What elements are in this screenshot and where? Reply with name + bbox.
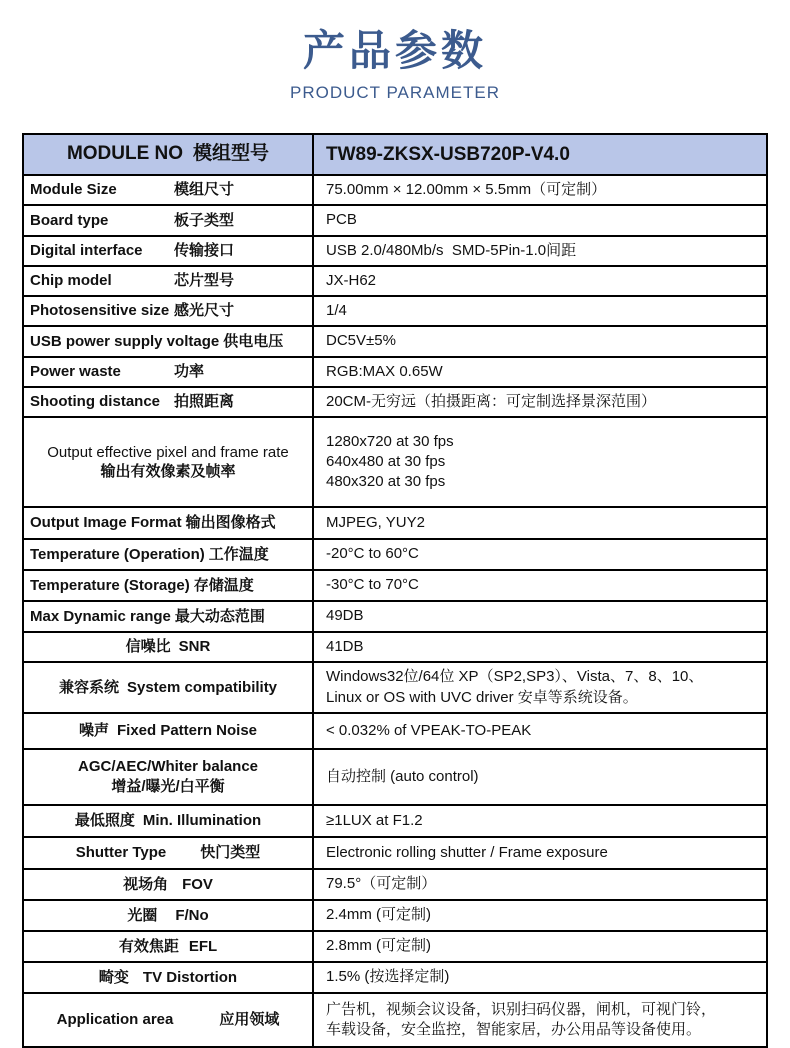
spec-label-text: 模组尺寸 bbox=[174, 181, 235, 199]
spec-label-text: 工作温度 bbox=[208, 545, 269, 563]
table-row bbox=[24, 631, 766, 661]
spec-label-text: AGC/AEC/Whiter balance bbox=[77, 758, 259, 776]
spec-value-text: 1/4 bbox=[326, 302, 347, 319]
spec-value-text: 1.5% (按选择定制) bbox=[326, 968, 450, 986]
spec-value-cell bbox=[314, 267, 766, 295]
spec-label-text: 最大动态范围 bbox=[174, 607, 265, 625]
table-row bbox=[24, 538, 766, 569]
spec-label-text: 信噪比 bbox=[125, 638, 171, 656]
spec-label-cell bbox=[24, 602, 314, 631]
spec-value-cell bbox=[314, 633, 766, 661]
spec-value-text: 41DB bbox=[326, 638, 364, 655]
table-row bbox=[24, 836, 766, 868]
spec-label-cell bbox=[24, 540, 314, 569]
spec-label-text: 存储温度 bbox=[193, 576, 254, 594]
spec-value-cell bbox=[314, 358, 766, 386]
spec-label-text: USB power supply voltage bbox=[30, 332, 220, 350]
spec-label-text: 芯片型号 bbox=[174, 272, 235, 290]
spec-value-cell bbox=[314, 750, 766, 804]
spec-value-text: 49DB bbox=[326, 607, 364, 625]
spec-label-cell bbox=[24, 806, 314, 836]
module-no-label-en: MODULE NO bbox=[66, 143, 184, 165]
spec-value-text: ≥1LUX at F1.2 bbox=[326, 811, 423, 829]
table-row bbox=[24, 930, 766, 961]
spec-value-text: -20°C to 60°C bbox=[326, 545, 419, 563]
spec-label-cell bbox=[24, 663, 314, 712]
spec-value-cell bbox=[314, 540, 766, 569]
spec-value-cell bbox=[314, 418, 766, 506]
spec-value-text: 2.4mm (可定制) bbox=[326, 906, 432, 924]
spec-label-text: 输出图像格式 bbox=[185, 514, 276, 532]
spec-label-text: 应用领域 bbox=[219, 1011, 280, 1028]
spec-label-text: Min. Illumination bbox=[142, 812, 262, 829]
spec-label-text: 输出有效像素及帧率 bbox=[100, 463, 236, 480]
spec-label-text: 功率 bbox=[174, 362, 205, 380]
table-row bbox=[24, 386, 766, 416]
spec-label-text: Temperature (Storage) bbox=[30, 576, 190, 594]
spec-value-text: < 0.032% of VPEAK-TO-PEAK bbox=[326, 721, 532, 739]
spec-label-cell bbox=[24, 297, 314, 325]
spec-value-cell bbox=[314, 571, 766, 600]
spec-label-text: Output effective pixel and frame rate bbox=[47, 443, 289, 461]
spec-value-cell bbox=[314, 508, 766, 538]
spec-value-text: 车载设备，安全监控，智能家居，办公用品等设备使用。 bbox=[326, 1020, 702, 1038]
spec-value-text: 自动控制 (auto control) bbox=[326, 767, 479, 785]
spec-label-cell bbox=[24, 267, 314, 295]
spec-label-text: 供电电压 bbox=[223, 332, 284, 350]
spec-label-text: EFL bbox=[188, 937, 218, 955]
table-row bbox=[24, 899, 766, 930]
spec-label-text: Application area bbox=[56, 1011, 174, 1028]
spec-label-text: Digital interface bbox=[30, 241, 143, 259]
spec-label-text: 有效焦距 bbox=[118, 937, 179, 955]
spec-value-cell bbox=[314, 932, 766, 961]
spec-value-cell bbox=[314, 602, 766, 631]
spec-label-text: 增益/曝光/白平衡 bbox=[111, 777, 225, 795]
spec-value-cell bbox=[314, 963, 766, 992]
spec-label-text: 噪声 bbox=[78, 722, 109, 739]
spec-label-text: FOV bbox=[182, 875, 213, 893]
spec-value-text: 75.00mm × 12.00mm × 5.5mm（可定制） bbox=[326, 181, 607, 198]
spec-table bbox=[22, 133, 768, 1048]
spec-value-text: 79.5°（可定制） bbox=[326, 875, 437, 893]
spec-value-cell bbox=[314, 237, 766, 265]
table-row bbox=[24, 804, 766, 836]
spec-value-cell bbox=[314, 994, 766, 1046]
spec-label-text: 畸变 bbox=[98, 968, 129, 986]
spec-value-cell bbox=[314, 901, 766, 930]
table-row bbox=[24, 868, 766, 899]
spec-value-cell bbox=[314, 206, 766, 234]
spec-label-text: 快门类型 bbox=[200, 844, 261, 861]
table-row bbox=[24, 356, 766, 386]
spec-label-cell bbox=[24, 508, 314, 538]
spec-value-text: 480x320 at 30 fps bbox=[326, 473, 446, 491]
spec-label-text: System compatibility bbox=[126, 678, 278, 696]
spec-label-text: Shooting distance bbox=[30, 393, 161, 411]
spec-label-text: Output Image Format bbox=[30, 514, 182, 532]
spec-label-text: TV Distortion bbox=[142, 968, 238, 986]
spec-value-cell bbox=[314, 838, 766, 868]
spec-value-text: 1280x720 at 30 fps bbox=[326, 432, 454, 450]
page-subtitle: PRODUCT PARAMETER bbox=[289, 83, 500, 102]
spec-value-text: -30°C to 70°C bbox=[326, 576, 419, 594]
spec-value-text: Electronic rolling shutter / Frame exposure bbox=[326, 843, 608, 861]
table-row bbox=[24, 712, 766, 748]
spec-value-text: 640x480 at 30 fps bbox=[326, 452, 446, 470]
spec-value-text: PCB bbox=[326, 211, 357, 229]
spec-label-text: 板子类型 bbox=[174, 211, 235, 229]
spec-value-text: RGB:MAX 0.65W bbox=[326, 362, 443, 380]
spec-label-text: Fixed Pattern Noise bbox=[116, 722, 258, 739]
page-title: 产品参数 bbox=[302, 27, 487, 74]
spec-label-cell bbox=[24, 870, 314, 899]
module-no-value: TW89-ZKSX-USB720P-V4.0 bbox=[326, 143, 570, 165]
spec-value-text: Linux or OS with UVC driver 安卓等系统设备。 bbox=[326, 688, 638, 706]
spec-label-cell bbox=[24, 571, 314, 600]
table-row bbox=[24, 174, 766, 204]
spec-value-text: 2.8mm (可定制) bbox=[326, 937, 432, 955]
module-no-label-zh: 模组型号 bbox=[193, 143, 270, 165]
spec-label-cell bbox=[24, 838, 314, 868]
table-row bbox=[24, 748, 766, 804]
spec-label-text: 兼容系统 bbox=[58, 678, 119, 696]
spec-label-text: F/No bbox=[175, 906, 209, 924]
spec-label-cell bbox=[24, 714, 314, 748]
table-row bbox=[24, 506, 766, 538]
table-row bbox=[24, 204, 766, 234]
spec-label-cell bbox=[24, 327, 314, 355]
table-row bbox=[24, 325, 766, 355]
table-header-row bbox=[24, 135, 766, 174]
table-row bbox=[24, 961, 766, 992]
table-row bbox=[24, 265, 766, 295]
spec-label-text: Temperature (Operation) bbox=[30, 545, 205, 563]
spec-label-cell bbox=[24, 994, 314, 1046]
module-no-header-cell bbox=[24, 135, 314, 174]
spec-value-text: 广告机，视频会议设备，识别扫码仪器，闸机，可视门铃， bbox=[326, 1000, 717, 1018]
spec-label-text: Chip model bbox=[30, 272, 112, 290]
spec-value-cell bbox=[314, 806, 766, 836]
spec-label-text: Module Size bbox=[30, 181, 117, 199]
table-row bbox=[24, 600, 766, 631]
table-row bbox=[24, 661, 766, 712]
spec-label-cell bbox=[24, 963, 314, 992]
spec-value-cell bbox=[314, 714, 766, 748]
spec-value-cell bbox=[314, 388, 766, 416]
spec-label-cell bbox=[24, 176, 314, 204]
spec-value-text: USB 2.0/480Mb/s SMD-5Pin-1.0间距 bbox=[326, 241, 577, 259]
page-header bbox=[0, 0, 790, 103]
spec-label-cell bbox=[24, 750, 314, 804]
spec-label-cell bbox=[24, 388, 314, 416]
spec-label-cell bbox=[24, 901, 314, 930]
spec-value-text: Windows32位/64位 XP（SP2,SP3）、Vista、7、8、10、 bbox=[326, 668, 704, 686]
spec-value-cell bbox=[314, 327, 766, 355]
spec-label-text: Shutter Type bbox=[75, 844, 167, 861]
table-row bbox=[24, 295, 766, 325]
spec-label-text: 感光尺寸 bbox=[174, 302, 235, 320]
spec-label-text: 最低照度 bbox=[74, 812, 135, 829]
table-row bbox=[24, 992, 766, 1046]
spec-value-cell bbox=[314, 297, 766, 325]
spec-label-text: 视场角 bbox=[123, 875, 169, 893]
spec-label-cell bbox=[24, 206, 314, 234]
spec-value-text: MJPEG, YUY2 bbox=[326, 513, 425, 531]
spec-label-cell bbox=[24, 418, 314, 506]
table-row bbox=[24, 235, 766, 265]
spec-value-cell bbox=[314, 663, 766, 712]
spec-value-text: DC5V±5% bbox=[326, 332, 396, 350]
spec-label-text: Power waste bbox=[30, 362, 121, 380]
module-no-value-cell bbox=[314, 135, 766, 174]
spec-value-cell bbox=[314, 176, 766, 204]
spec-label-text: Board type bbox=[30, 211, 109, 229]
spec-label-text: 光圈 bbox=[127, 906, 158, 924]
table-row bbox=[24, 569, 766, 600]
spec-label-cell bbox=[24, 932, 314, 961]
spec-label-cell bbox=[24, 358, 314, 386]
spec-value-cell bbox=[314, 870, 766, 899]
spec-label-text: Max Dynamic range bbox=[30, 607, 171, 625]
spec-label-cell bbox=[24, 237, 314, 265]
spec-label-cell bbox=[24, 633, 314, 661]
spec-label-text: 拍照距离 bbox=[174, 393, 235, 411]
table-row bbox=[24, 416, 766, 506]
spec-value-text: 20CM-无穷远（拍摄距离：可定制选择景深范围） bbox=[326, 392, 657, 410]
spec-value-text: JX-H62 bbox=[326, 271, 377, 289]
spec-label-text: 传输接口 bbox=[174, 241, 235, 259]
spec-label-text: SNR bbox=[178, 638, 211, 656]
spec-label-text: Photosensitive size bbox=[30, 302, 170, 320]
